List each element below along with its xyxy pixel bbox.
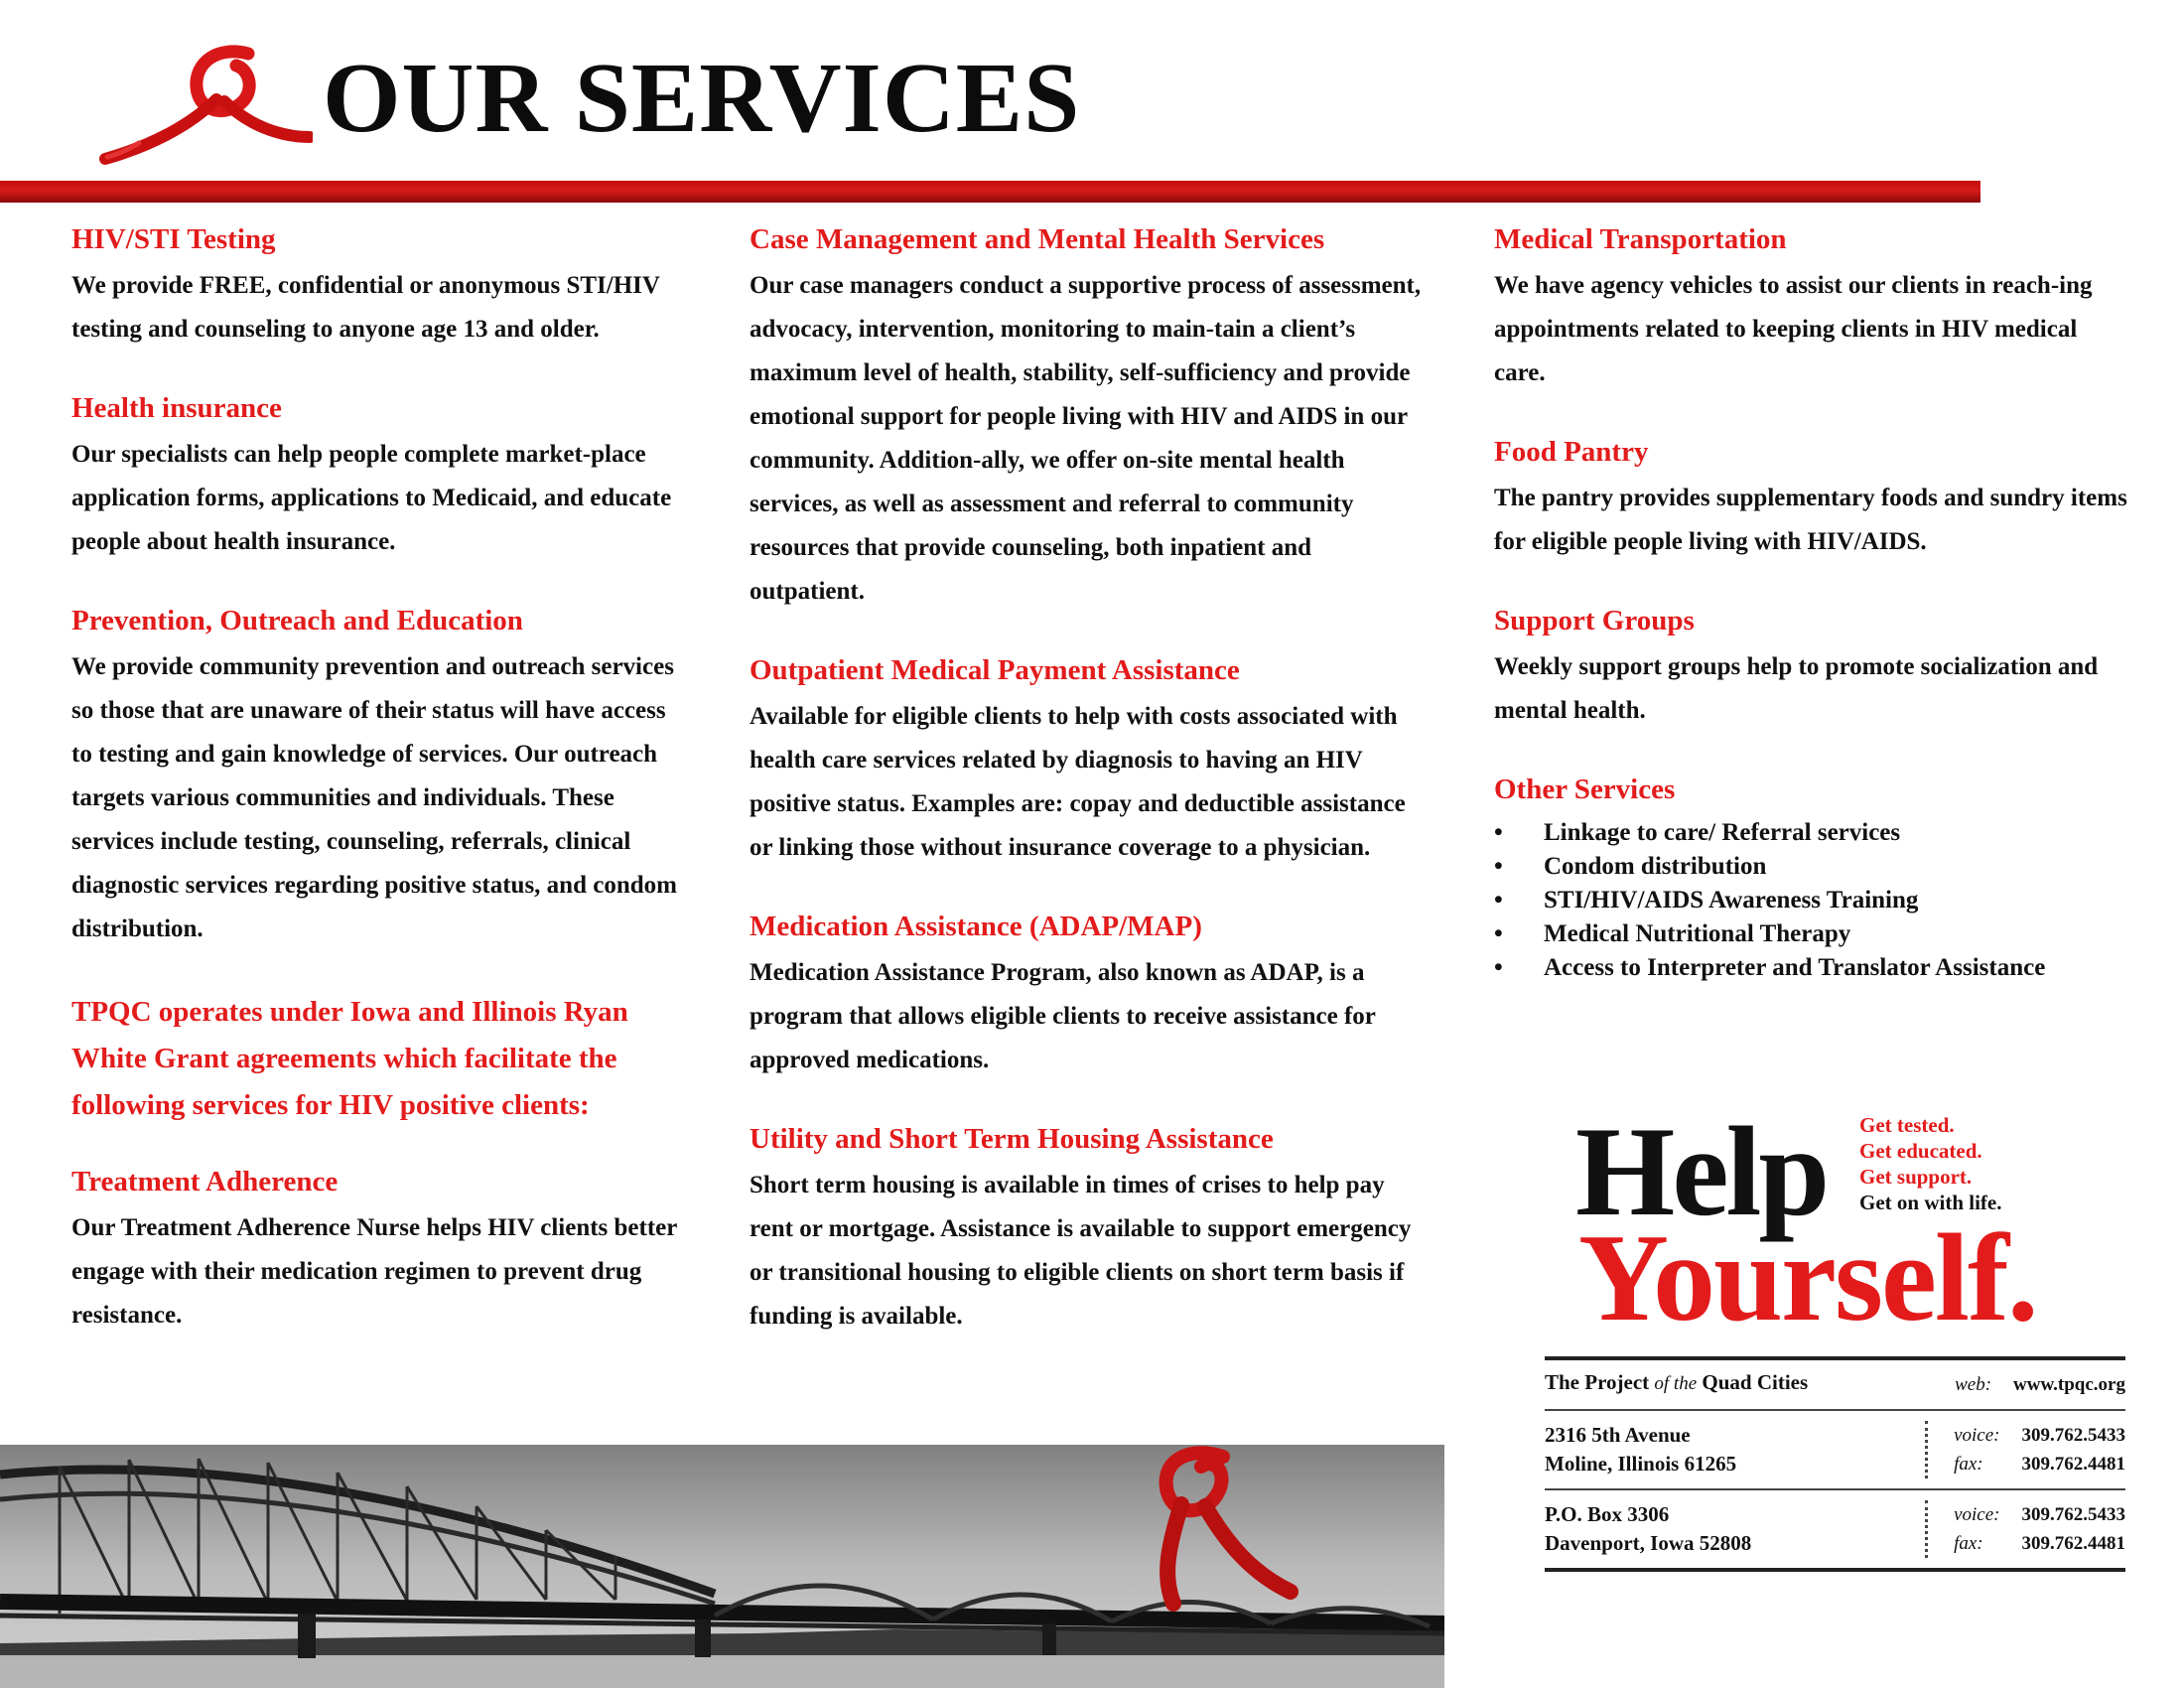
service-section bbox=[71, 389, 717, 564]
service-section bbox=[750, 908, 1425, 1082]
section-heading: Support Groups bbox=[1494, 605, 1695, 636]
column-right bbox=[1494, 220, 2129, 1023]
contact-block bbox=[1545, 1356, 2125, 1572]
fax-label: fax: bbox=[1954, 1454, 1983, 1475]
address-line: 2316 5th Avenue bbox=[1545, 1423, 1691, 1447]
section-body: The pantry provides supplementary foods and sundry items for eligible people living with HIV/AIDS. bbox=[1494, 485, 2127, 555]
section-heading: HIV/STI Testing bbox=[71, 223, 276, 255]
section-heading: Medication Assistance (ADAP/MAP) bbox=[750, 911, 1202, 942]
address-line: Davenport, Iowa 52808 bbox=[1545, 1531, 1752, 1555]
service-section bbox=[1494, 602, 2129, 733]
list-item: • Linkage to care/ Referral services bbox=[1494, 816, 2129, 850]
org-name-part: Quad Cities bbox=[1702, 1370, 1809, 1394]
address-line: Moline, Illinois 61265 bbox=[1545, 1452, 1737, 1476]
office-phones bbox=[1925, 1500, 2125, 1558]
title-divider-bar bbox=[0, 181, 1980, 203]
section-heading: Food Pantry bbox=[1494, 436, 1649, 468]
tagline: Get support. bbox=[1859, 1165, 1973, 1189]
page-title: OUR SERVICES bbox=[323, 42, 1081, 153]
voice-label: voice: bbox=[1954, 1504, 2000, 1525]
tagline: Get tested. bbox=[1859, 1113, 1955, 1137]
tagline: Get on with life. bbox=[1859, 1191, 2002, 1214]
section-heading: Other Services bbox=[1494, 774, 1676, 805]
slogan-yourself: Yourself. bbox=[1578, 1209, 2037, 1347]
section-body: Our specialists can help people complete market-place application forms, applications to Medicaid, and educate people about health insurance. bbox=[71, 441, 672, 555]
voice-number: 309.762.5433 bbox=[2021, 1425, 2125, 1446]
section-body: We provide FREE, confidential or anonymous STI/HIV testing and counseling to anyone age 13 and older. bbox=[71, 272, 660, 343]
service-section bbox=[1494, 220, 2129, 395]
section-body: We provide community prevention and outreach services so those that are unaware of their status will have access to testing and gain knowledge of services. Our outreach targets various communities and individuals. These services include testing, counseling, referrals, clinical diagnostic services regarding positive status, and condom distribution. bbox=[71, 653, 677, 942]
section-heading: Medical Transportation bbox=[1494, 223, 1787, 255]
section-heading: Treatment Adherence bbox=[71, 1166, 339, 1197]
voice-number: 309.762.5433 bbox=[2021, 1504, 2125, 1525]
column-middle bbox=[750, 220, 1425, 1376]
service-section bbox=[71, 602, 717, 951]
section-heading: Prevention, Outreach and Education bbox=[71, 605, 523, 636]
other-services-list bbox=[1494, 816, 2129, 985]
voice-label: voice: bbox=[1954, 1425, 2000, 1446]
bridge-photo bbox=[0, 1445, 1444, 1688]
section-body: Our case managers conduct a supportive process of assessment, advocacy, intervention, monitoring to main-tain a client’s maximum level of health, stability, self-sufficiency and provide emotional support for people living with HIV and AIDS in our community. Addition-ally, we offer on-site mental health services, as well as assessment and referral to community resources that provide counseling, both inpatient and outpatient. bbox=[750, 272, 1422, 605]
service-section bbox=[1494, 433, 2129, 564]
list-item: • Access to Interpreter and Translator Assistance bbox=[1494, 951, 2129, 985]
service-section bbox=[71, 1163, 717, 1337]
web-label: web: bbox=[1955, 1374, 1992, 1395]
org-name-part: The Project bbox=[1545, 1370, 1650, 1394]
section-body: We have agency vehicles to assist our clients in reach-ing appointments related to keeping clients in HIV medical care. bbox=[1494, 272, 2093, 386]
office-phones bbox=[1925, 1421, 2125, 1478]
org-name-part: of the bbox=[1654, 1373, 1698, 1394]
red-ribbon-logo bbox=[99, 40, 313, 174]
service-section bbox=[750, 220, 1425, 614]
tagline: Get educated. bbox=[1859, 1139, 1982, 1163]
divider bbox=[1545, 1568, 2125, 1572]
office-address bbox=[1545, 1421, 1736, 1478]
fax-number: 309.762.4481 bbox=[2021, 1454, 2125, 1475]
office-row bbox=[1545, 1490, 2125, 1568]
service-section bbox=[71, 220, 717, 352]
org-row bbox=[1545, 1360, 2125, 1409]
fax-number: 309.762.4481 bbox=[2021, 1533, 2125, 1554]
section-heading: Outpatient Medical Payment Assistance bbox=[750, 654, 1240, 686]
section-body: Short term housing is available in times of crises to help pay rent or mortgage. Assistance is available to support emergency or transitional housing to eligible clients on short term basis if funding is available. bbox=[750, 1172, 1412, 1330]
section-heading: Utility and Short Term Housing Assistance bbox=[750, 1123, 1274, 1155]
slogan-help: Help bbox=[1575, 1100, 1828, 1242]
ryan-white-notice: TPQC operates under Iowa and Illinois Ryan White Grant agreements which facilitate the following services for HIV positive clients: bbox=[71, 996, 628, 1121]
office-row bbox=[1545, 1411, 2125, 1488]
other-services-section bbox=[1494, 771, 2129, 985]
list-item: • Medical Nutritional Therapy bbox=[1494, 917, 2129, 951]
section-body: Weekly support groups help to promote socialization and mental health. bbox=[1494, 653, 2099, 724]
section-heading: Health insurance bbox=[71, 392, 282, 424]
service-section bbox=[750, 1120, 1425, 1338]
section-body: Medication Assistance Program, also known as ADAP, is a program that allows eligible clients to receive assistance for approved medications. bbox=[750, 959, 1376, 1073]
service-section bbox=[750, 651, 1425, 870]
column-left bbox=[71, 220, 717, 1375]
list-item: • STI/HIV/AIDS Awareness Training bbox=[1494, 884, 2129, 917]
address-line: P.O. Box 3306 bbox=[1545, 1502, 1670, 1526]
org-name bbox=[1545, 1370, 1808, 1395]
web-link[interactable]: www.tpqc.org bbox=[2013, 1374, 2125, 1395]
section-body: Available for eligible clients to help with costs associated with health care services related by diagnosis to having an HIV positive status. Examples are: copay and deductible assistance or linking those without insurance coverage to a physician. bbox=[750, 703, 1406, 861]
list-item: • Condom distribution bbox=[1494, 850, 2129, 884]
fax-label: fax: bbox=[1954, 1533, 1983, 1554]
office-address bbox=[1545, 1500, 1751, 1558]
section-heading: Case Management and Mental Health Services bbox=[750, 223, 1325, 255]
slogan-taglines bbox=[1859, 1112, 2001, 1215]
section-body: Our Treatment Adherence Nurse helps HIV clients better engage with their medication regimen to prevent drug resistance. bbox=[71, 1214, 677, 1329]
web-info bbox=[1929, 1370, 2125, 1399]
